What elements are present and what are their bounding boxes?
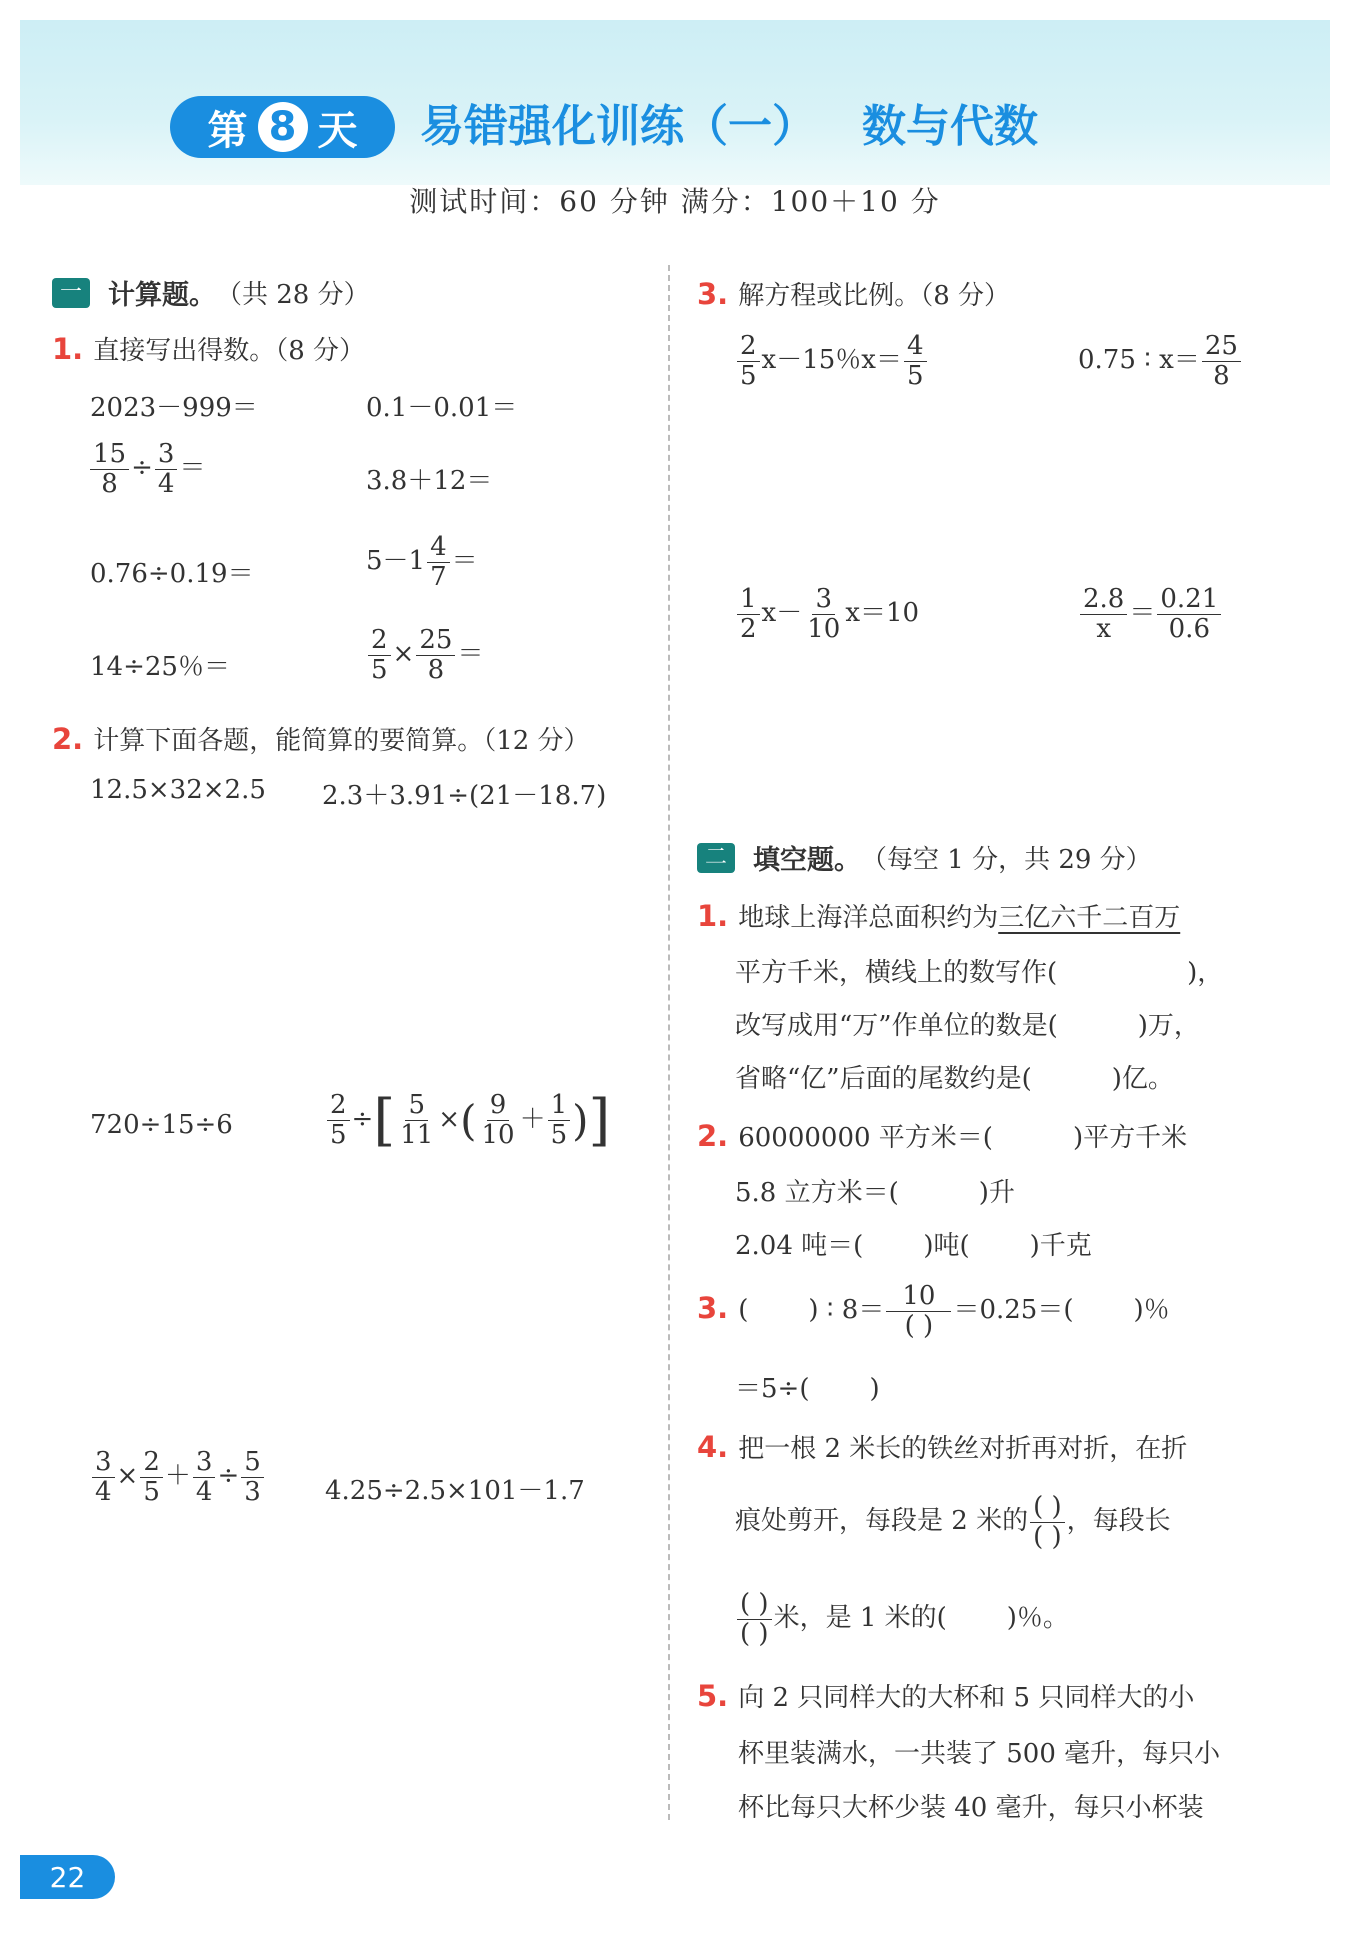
- s2-q4-line1: [697, 1428, 1187, 1465]
- section-2-title: 填空题。: [753, 845, 861, 876]
- s2-q1-line1: [697, 897, 1180, 934]
- s1-q2-d: [325, 1088, 610, 1153]
- s1-q1-prompt: [52, 330, 365, 367]
- question-text: 平方千米，横线上的数写作(: [735, 958, 1058, 988]
- fraction: [478, 1091, 517, 1149]
- fraction: [737, 332, 760, 390]
- denominator: 4: [195, 1476, 213, 1507]
- operator: ＋: [164, 1461, 191, 1492]
- fraction: [904, 332, 927, 390]
- expression-text: x－15％x＝: [761, 345, 902, 376]
- s1-q3-c: [735, 585, 919, 643]
- numerator: 3: [92, 1448, 115, 1478]
- s1-q1-f: [366, 533, 478, 591]
- question-text: 地球上海洋总面积约为: [738, 903, 999, 933]
- fraction: [427, 533, 450, 591]
- section-2-tag: 二: [697, 843, 735, 873]
- question-text: 60000000 平方米＝(: [738, 1123, 993, 1153]
- question-text: 米，是 1 米的(: [773, 1603, 947, 1634]
- left-paren: (: [460, 1096, 477, 1145]
- right-bracket: ]: [588, 1088, 611, 1153]
- numerator: 5: [241, 1448, 264, 1478]
- question-text: )千克: [1029, 1231, 1092, 1261]
- question-text: )％: [1133, 1295, 1170, 1326]
- numerator: 4: [904, 332, 927, 362]
- question-text: ，每段长: [1066, 1506, 1171, 1537]
- numerator: 3: [193, 1448, 216, 1478]
- expression-text: x－: [761, 598, 803, 629]
- s1-q1-text: 直接写出得数。（8 分）: [93, 336, 366, 366]
- fraction: [416, 626, 455, 684]
- numerator: 15: [90, 440, 129, 470]
- s1-q1-number: 1.: [52, 332, 84, 366]
- numerator: 1: [548, 1091, 571, 1121]
- denominator: 8: [101, 468, 118, 499]
- day-prefix: 第: [207, 107, 248, 154]
- numerator: 1: [737, 585, 760, 615]
- question-text: )万，: [1137, 1011, 1200, 1041]
- question-text: )吨(: [923, 1231, 970, 1261]
- s1-q1-b: 0.1－0.01＝: [366, 393, 518, 423]
- equals: ＝: [457, 639, 484, 670]
- s1-q2-prompt: [52, 720, 590, 757]
- test-info: 测试时间：60 分钟 满分：100＋10 分: [409, 185, 941, 218]
- expression-text: 0.75 ∶ x＝: [1078, 345, 1200, 376]
- s1-q3-prompt: [697, 275, 1010, 312]
- numerator: 25: [1202, 332, 1241, 362]
- numerator: 2.8: [1080, 585, 1127, 615]
- s2-q2-line1: [697, 1117, 1187, 1154]
- fraction: [140, 1448, 163, 1506]
- question-text: ＝0.25＝(: [953, 1295, 1074, 1326]
- s1-q1-e: 0.76÷0.19＝: [90, 559, 254, 589]
- fraction: [737, 585, 760, 643]
- day-badge: [170, 96, 395, 158]
- fraction-blank[interactable]: [737, 1590, 772, 1648]
- s2-q5-line3: 杯比每只大杯少装 40 毫升，每只小杯装: [738, 1793, 1204, 1823]
- denominator-blank[interactable]: ( ): [1033, 1521, 1062, 1552]
- s2-q3-number: 3.: [697, 1291, 729, 1326]
- s2-q5-line1: [697, 1677, 1194, 1714]
- denominator: x: [1096, 613, 1112, 644]
- operator: ÷: [351, 1104, 374, 1135]
- s1-q3-b: [1078, 332, 1243, 390]
- s1-q1-c: [88, 440, 205, 498]
- s1-q2-c: 720÷15÷6: [90, 1110, 233, 1140]
- fraction: [193, 1448, 216, 1506]
- denominator: 5: [371, 654, 388, 685]
- question-text: (: [738, 1295, 749, 1326]
- s1-q2-text: 计算下面各题，能简算的要简算。（12 分）: [93, 726, 590, 756]
- numerator: 2: [327, 1091, 350, 1121]
- title-subtitle: 数与代数: [862, 101, 1038, 152]
- denominator: 5: [143, 1476, 160, 1507]
- section-1-score: （共 28 分）: [216, 280, 370, 310]
- right-paren: ): [572, 1096, 589, 1145]
- question-text: 5.8 立方米＝(: [735, 1178, 899, 1208]
- denominator: 10: [481, 1120, 515, 1150]
- equals: ＝: [1129, 598, 1156, 629]
- fraction: [241, 1448, 264, 1506]
- s2-q2-line3: [735, 1225, 1092, 1262]
- denominator: 2: [740, 613, 757, 644]
- numerator-blank[interactable]: ( ): [737, 1590, 772, 1620]
- denominator: 8: [1213, 360, 1230, 391]
- question-text: )％。: [1006, 1603, 1069, 1634]
- operator: ×: [392, 639, 415, 670]
- s1-q2-f: 4.25÷2.5×101－1.7: [325, 1476, 585, 1506]
- fraction: [1202, 332, 1241, 390]
- section-1-tag: 一: [52, 278, 90, 308]
- question-text: 痕处剪开，每段是 2 米的: [735, 1506, 1029, 1537]
- denominator: 8: [427, 654, 445, 685]
- operator: ÷: [217, 1461, 240, 1492]
- numerator: 4: [427, 533, 450, 563]
- underlined-number-words: 三亿六千二百万: [998, 903, 1181, 933]
- question-text: 把一根 2 米长的铁丝对折再对折，在折: [738, 1434, 1188, 1464]
- fraction: [804, 585, 843, 643]
- numerator: 9: [487, 1091, 510, 1121]
- question-text: 2.04 吨＝(: [735, 1231, 864, 1261]
- s1-q3-text: 解方程或比例。（8 分）: [738, 281, 1011, 311]
- question-text: )亿。: [1111, 1064, 1174, 1094]
- fraction: [886, 1282, 951, 1340]
- fraction: [548, 1091, 571, 1149]
- expression-text: x＝10: [845, 598, 920, 629]
- s2-q3-line2: [735, 1368, 880, 1405]
- denominator-blank[interactable]: ( ): [904, 1310, 934, 1341]
- section-1-heading: [52, 273, 370, 312]
- question-text: )，: [1187, 958, 1224, 988]
- s2-q1-line4: [735, 1058, 1174, 1095]
- question-text: )升: [978, 1178, 1015, 1208]
- denominator: 5: [550, 1120, 568, 1150]
- fraction-blank[interactable]: [1030, 1493, 1065, 1551]
- section-1-title: 计算题。: [108, 280, 216, 311]
- operator: ＋: [519, 1104, 546, 1135]
- numerator: 25: [416, 626, 455, 656]
- s1-q3-d: [1078, 585, 1223, 643]
- denominator: 4: [157, 468, 175, 499]
- denominator-blank[interactable]: ( ): [740, 1618, 769, 1649]
- title-main: 易错强化训练（一）: [420, 101, 816, 152]
- fraction: [92, 1448, 115, 1506]
- denominator: 0.6: [1168, 613, 1210, 644]
- s1-q3-number: 3.: [697, 277, 729, 311]
- operator: ×: [116, 1461, 139, 1492]
- day-number: 8: [258, 102, 308, 152]
- s2-q4-number: 4.: [697, 1430, 729, 1464]
- question-text: 改写成用“万”作单位的数是(: [735, 1011, 1058, 1041]
- section-2-heading: [697, 838, 1152, 877]
- question-text: ) ∶ 8＝: [808, 1295, 885, 1326]
- s2-q1-line3: [735, 1005, 1200, 1042]
- page-title: [420, 96, 1038, 158]
- s1-q2-b: 2.3＋3.91÷(21－18.7): [322, 781, 607, 811]
- denominator: 5: [740, 360, 757, 391]
- fraction: [368, 626, 391, 684]
- question-text: )平方千米: [1072, 1123, 1188, 1153]
- denominator: 4: [95, 1476, 112, 1507]
- left-bracket: [: [373, 1088, 396, 1153]
- s2-q2-line2: [735, 1172, 1015, 1209]
- question-text: ＝5÷(: [735, 1374, 810, 1404]
- numerator: 2: [368, 626, 391, 656]
- numerator: 5: [405, 1091, 428, 1121]
- section-2-score: （每空 1 分，共 29 分）: [861, 845, 1152, 875]
- fraction: [90, 440, 129, 498]
- s1-q2-number: 2.: [52, 722, 84, 756]
- s2-q2-number: 2.: [697, 1119, 729, 1153]
- s1-q2-a: 12.5×32×2.5: [90, 775, 266, 805]
- denominator: 10: [807, 613, 841, 644]
- fraction: [1157, 585, 1221, 643]
- operator: ×: [438, 1104, 461, 1135]
- column-divider: [668, 265, 670, 1820]
- s1-q1-d: 3.8＋12＝: [366, 466, 493, 496]
- numerator: 10: [886, 1282, 951, 1312]
- numerator: 3: [155, 440, 178, 470]
- fraction: [155, 440, 178, 498]
- denominator: 3: [244, 1476, 261, 1507]
- fraction: [327, 1091, 350, 1149]
- denominator: 5: [330, 1120, 347, 1150]
- equals: ＝: [179, 453, 206, 484]
- s1-q2-e: [90, 1448, 266, 1506]
- denominator: 11: [400, 1120, 434, 1150]
- s1-q1-g: 14÷25％＝: [90, 652, 230, 682]
- s2-q5-number: 5.: [697, 1679, 729, 1713]
- s2-q4-line3: [735, 1590, 1069, 1648]
- s2-q5-line2: 杯里装满水，一共装了 500 毫升，每只小: [738, 1739, 1221, 1769]
- numerator-blank[interactable]: ( ): [1030, 1493, 1065, 1523]
- denominator: 7: [430, 561, 447, 592]
- operator: ÷: [131, 453, 153, 484]
- day-suffix: 天: [317, 107, 358, 154]
- s2-q1-line2: [735, 952, 1223, 989]
- equals: ＝: [451, 546, 478, 577]
- s1-q1-a: 2023－999＝: [90, 393, 258, 423]
- s2-q3-line1: [697, 1282, 1170, 1340]
- fraction: [1080, 585, 1127, 643]
- numerator: 0.21: [1157, 585, 1221, 615]
- question-text: ): [869, 1374, 880, 1404]
- page-number: 22: [20, 1855, 115, 1899]
- fraction: [397, 1091, 436, 1149]
- denominator: 5: [906, 360, 924, 391]
- s2-q1-number: 1.: [697, 899, 729, 933]
- numerator: 2: [737, 332, 760, 362]
- s1-q1-h: [366, 626, 483, 684]
- numerator: 3: [812, 585, 835, 615]
- s1-q3-a: [735, 332, 929, 390]
- numerator: 2: [140, 1448, 163, 1478]
- s2-q4-line2: [735, 1493, 1171, 1551]
- question-text: 省略“亿”后面的尾数约是(: [735, 1064, 1032, 1094]
- expression-text: 5－1: [366, 546, 426, 577]
- question-text: 向 2 只同样大的大杯和 5 只同样大的小: [738, 1683, 1195, 1713]
